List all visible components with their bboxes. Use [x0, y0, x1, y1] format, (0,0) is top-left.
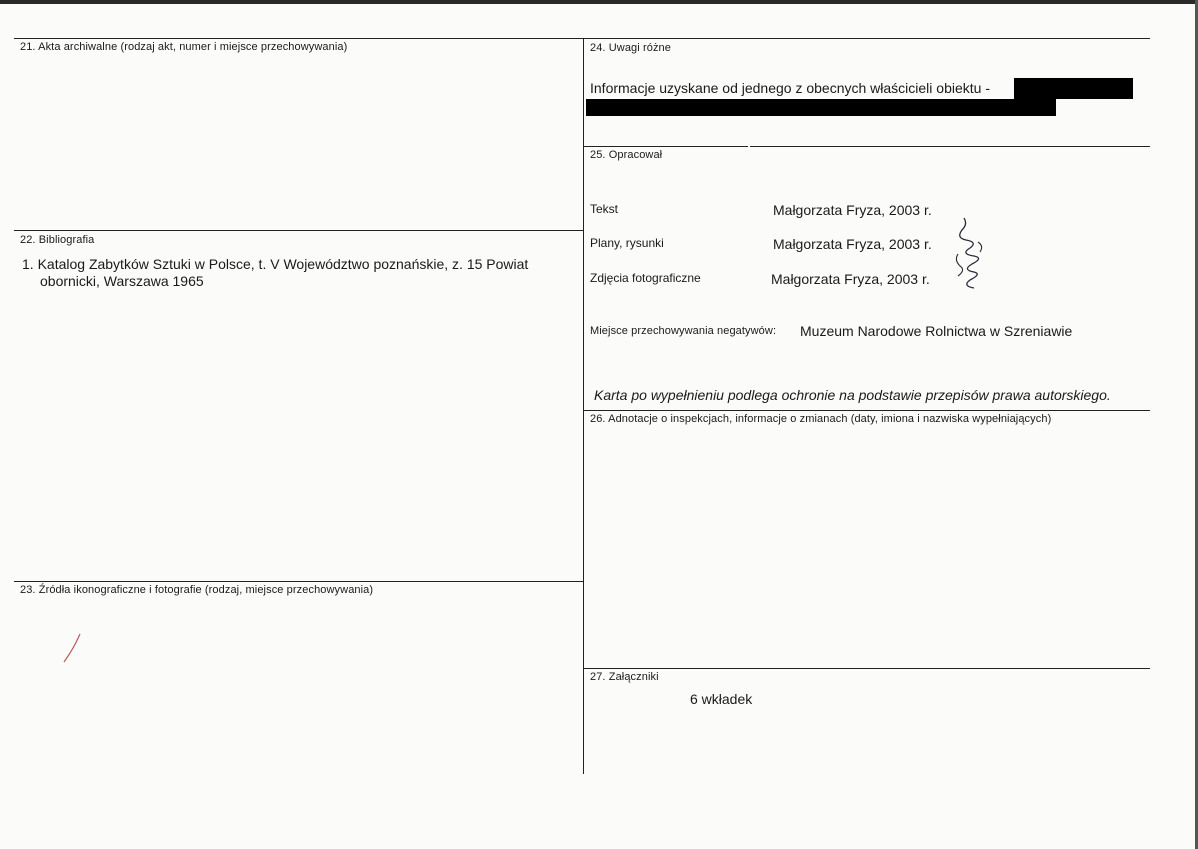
negatives-value: Muzeum Narodowe Rolnictwa w Szreniawie [800, 323, 1073, 339]
column-divider [583, 38, 584, 774]
negatives-label: Miejsce przechowywania negatywów: [590, 325, 777, 337]
bibliography-item-line1: 1. Katalog Zabytków Sztuki w Polsce, t. V Województwo poznańskie, z. 15 Powiat [22, 256, 529, 272]
section-21-label: 21. Akta archiwalne (rodzaj akt, numer i miejsce przechowywania) [20, 41, 348, 53]
section-27-label: 27. Załączniki [590, 671, 659, 683]
prepared-row-value: Małgorzata Fryza, 2003 r. [773, 236, 932, 252]
handwritten-signature [944, 214, 992, 292]
prepared-row-name: Zdjęcia fotograficzne [590, 271, 701, 285]
divider-21-22 [14, 230, 583, 231]
section-26-label: 26. Adnotacje o inspekcjach, informacje o zmianach (daty, imiona i nazwiska wypełniających) [590, 413, 1052, 425]
section-24-label: 24. Uwagi różne [590, 42, 671, 54]
section-23-label: 23. Źródła ikonograficzne i fotografie (rodzaj, miejsce przechowywania) [20, 584, 374, 596]
pen-mark [60, 632, 84, 666]
redaction-bar [1014, 78, 1133, 99]
section-25-label: 25. Opracował [590, 149, 663, 161]
top-border-line [14, 38, 1150, 39]
bibliography-item-line2: obornicki, Warszawa 1965 [40, 273, 204, 289]
prepared-row-name: Tekst [590, 202, 619, 216]
divider-25-26 [584, 410, 1150, 411]
section-22-label: 22. Bibliografia [20, 234, 95, 246]
prepared-row-value: Małgorzata Fryza, 2003 r. [773, 202, 932, 218]
divider-24-25-left [584, 146, 748, 147]
redaction-bar [586, 99, 1056, 116]
divider-26-27 [584, 668, 1150, 669]
prepared-row-name: Plany, rysunki [590, 236, 664, 250]
prepared-row-value: Małgorzata Fryza, 2003 r. [771, 271, 930, 287]
divider-24-25-right [750, 146, 1150, 147]
scan-top-edge [0, 0, 1198, 4]
remarks-text: Informacje uzyskane od jednego z obecnych właścicieli obiektu - [590, 80, 990, 96]
attachments-value: 6 wkładek [690, 691, 753, 707]
divider-22-23 [14, 581, 583, 582]
copyright-note: Karta po wypełnieniu podlega ochronie na podstawie przepisów prawa autorskiego. [594, 387, 1111, 403]
